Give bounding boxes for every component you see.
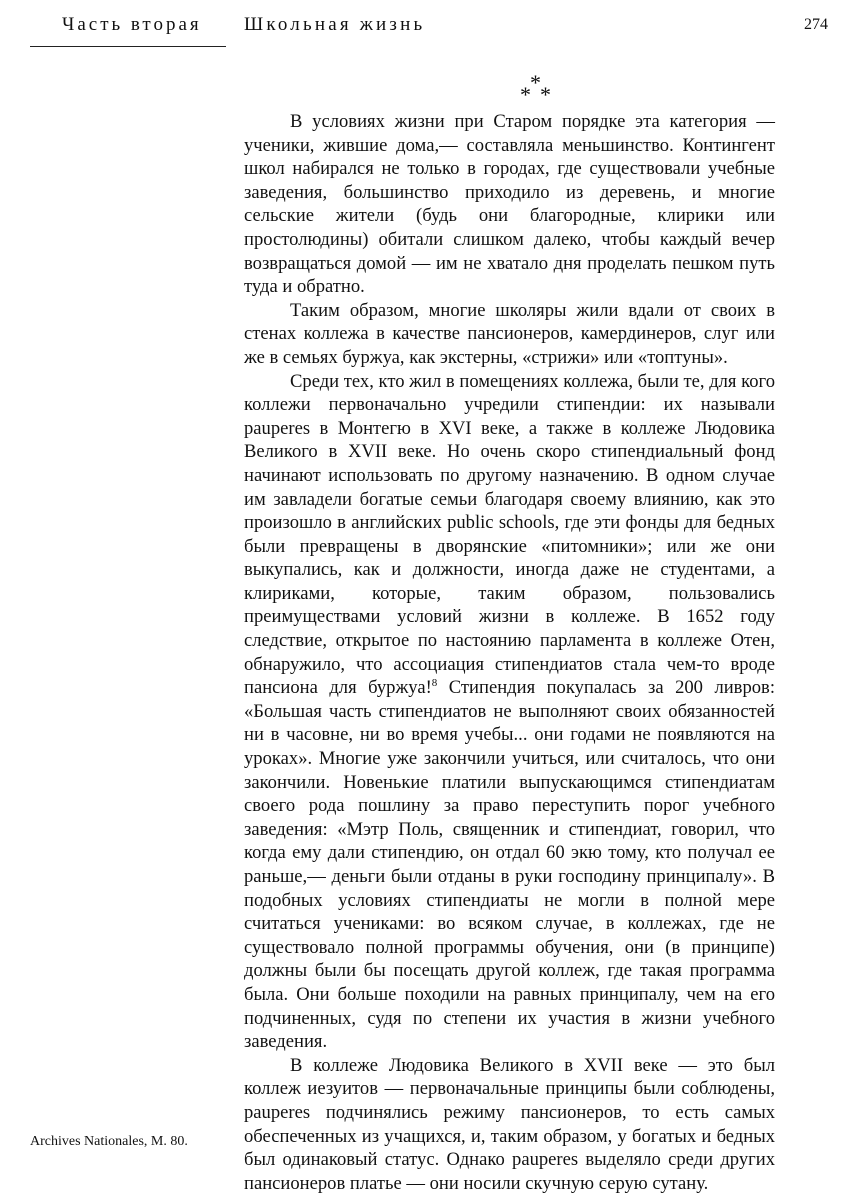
running-header-part: Часть вторая [62,14,202,35]
main-text [244,110,775,1195]
footnote: Archives Nationales, M. 80. [30,1134,188,1149]
header-rule [30,46,226,47]
asterism-star-top: * [530,70,541,95]
paragraph-4: В коллеже Людовика Великого в XVII веке — это был коллеж иезуитов — первоначальные принципы были соблюдены, pauperes подчинялись режиму пансионеров, то есть самых обеспеченных из учащихся, и, таким образом, у богатых и бедных был одинаковый статус. Однако pauperes выделяло среди других пансионеров платье — они носили скучную серую сутану. [244,1054,775,1194]
asterism-star-left: * [520,82,531,107]
paragraph-2: Таким образом, многие школяры жили вдали от своих в стенах коллежа в качестве пансионеров, камердинеров, слуг или же в семьях буржуа, как экстерны, «стрижи» или «топтуны». [244,299,775,368]
paragraph-1: В условиях жизни при Старом порядке эта категория — ученики, жившие дома,— составляла меньшинство. Контингент школ набирался не только в городах, где существовали учебные заведения, большинство приходило из деревень, и многие сельские жители (будь они благородные, клирики или простолюдины) обитали слишком далеко, чтобы каждый вечер возвращаться домой — им не хватало дня проделать пешком путь туда и обратно. [244,111,775,298]
footnote-reference: 8 [431,677,438,690]
section-asterism [514,72,558,108]
page-number: 274 [804,16,828,33]
paragraph-3-part-1: Среди тех, кто жил в помещениях коллежа, были те, для кого коллежи первоначально учредили стипендии: их называли pauperes в Монтегю в XVI веке, а также в коллеже Людовика Великого в XVII веке. Но очень скоро стипендиальный фонд начинают использовать по другому назначению. В одном случае им завладели богатые семьи благодаря своему влиянию, как это произошло в английских public schools, где эти фонды для бедных были превращены в дворянские «питомники»; или же они выкупались, как и должности, иногда даже не студентами, а клириками, которые, таким образом, пользовались преимуществами условий жизни в коллеже. В 1652 году следствие, открытое по настоянию парламента в коллеже Отен, обнаружило, что ассоциация стипендиатов стала чем-то вроде пансиона для буржуа! [244,370,775,699]
paragraph-3 [244,370,775,1054]
paragraph-3-part-2: Стипендия покупалась за 200 ливров: «Большая часть стипендиатов не выполняют своих обязанностей ни в часовне, ни во время учебы... они годами не появляются на уроках». Многие уже закончили учиться, или считалось, что они закончили. Новенькие платили выпускающимся стипендиатам своего рода пошлину за право переступить порог учебного заведения: «Мэтр Поль, священник и стипендиат, говорил, что когда ему дали стипендию, он отдал 60 экю тому, кто получал ее раньше,— деньги были отданы в руки господину принципалу». В подобных условиях стипендиаты не могли в полной мере считаться учениками: во всяком случае, в коллежах, где не существовало полной программы обучения, они (в принципе) должны были бы посещать другой коллеж, где такая программа была. Они больше походили на равных принципалу, чем на его подчиненных, судя по степени их участия в жизни учебного заведения. [244,677,776,1053]
running-header-chapter: Школьная жизнь [244,14,426,35]
asterism-star-right: * [540,82,551,107]
